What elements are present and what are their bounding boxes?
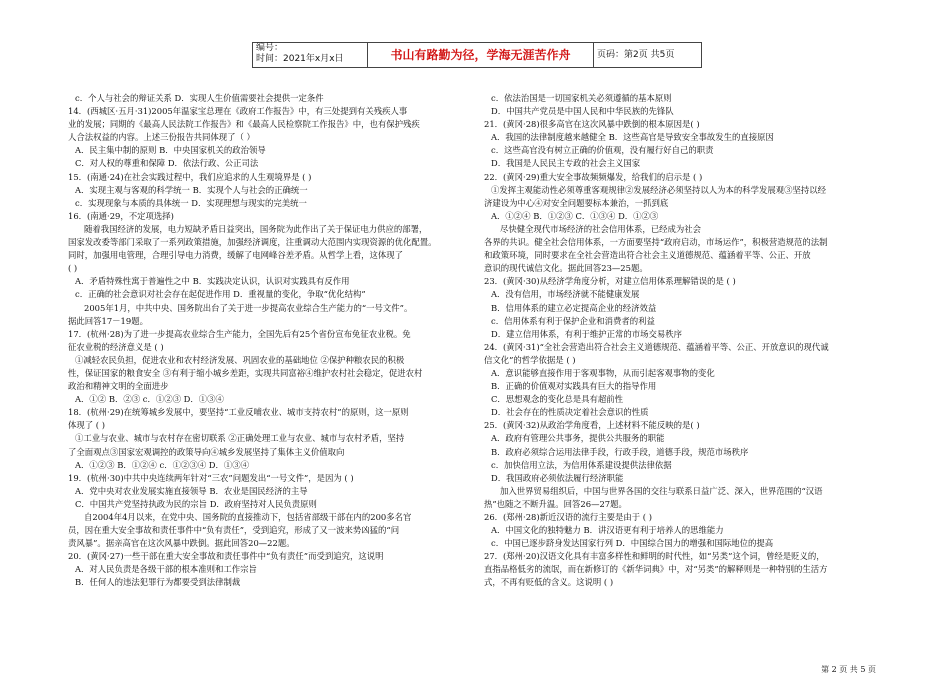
header-meta <box>253 43 368 67</box>
right-column <box>484 92 856 590</box>
text-line: 政治和精神文明的全面进步 <box>68 381 169 392</box>
text-line: 26．(郑州·28)新近汉语的流行主要是由于 ( ) <box>484 512 652 522</box>
text-line: D．我国政府必须依法履行经济职能 <box>491 472 624 483</box>
text-line: 人合法权益的内容。上述三份报告共同体现了（ ） <box>68 132 255 143</box>
text-line: 意识的现代诚信文化。据此回答23—25题。 <box>484 263 648 274</box>
text-line: 24．(黄冈·31)“全社会营造出符合社会主义道德规范、蕴涵着平等、公正、开放意识的现代诚 <box>484 341 829 352</box>
left-column <box>68 92 440 590</box>
text-line: A．①② B．②③ c．①②③ D．①③④ <box>75 394 224 405</box>
text-line: c．加快信用立法，为信用体系建设提供法律依据 <box>491 459 672 470</box>
text-line: 同时，加强用电管理，合理引导电力消费，缓解了电网峰谷差矛盾。从哲学上看，这体现了 <box>68 250 403 261</box>
text-line: 尽快健全现代市场经济的社会信用体系，已经成为社会 <box>500 223 701 234</box>
header-code: 编号： <box>256 43 284 53</box>
text-line: 各界的共识。健全社会信用体系，一方面要坚持“政府启动，市场运作”，积极营造规范的法制 <box>484 237 828 248</box>
text-line: 25．(黄冈·32)从政治学角度看，上述材料不能反映的是( ) <box>484 420 700 431</box>
text-line: 自2004年4月以来，在党中央、国务院的直接推动下，包括省部级干部在内的200多名官 <box>84 512 412 522</box>
text-line: c．个人与社会的辩证关系 D．实现人生价值需要社会提供一定条件 <box>75 93 324 103</box>
text-line: 体现了 ( ) <box>68 420 105 431</box>
text-line: 直指品格低劣的流氓，而在新修订的《新华词典》中，对“另类”的解释则是一种特别的生活方 <box>484 564 828 575</box>
text-line: A．政府有管理公共事务，提供公共服务的职能 <box>491 433 665 444</box>
text-line: A．我国的法律制度越来越健全 B．这些高官是导致安全事故发生的直接原因 <box>491 132 774 143</box>
text-line: 了全面观点③国家宏观调控的政策导向④城乡发展坚持了集体主义价值取向 <box>68 446 345 457</box>
text-line: A．民主集中制的原则 B．中央国家机关的政治领导 <box>75 145 266 156</box>
text-line: ( ) <box>68 263 78 274</box>
text-line: c．正确的社会意识对社会存在起促进作用 D．重视量的变化，争取“优化结构” <box>75 289 366 300</box>
text-line: 热”也随之不断升温。回答26—27题。 <box>484 498 627 509</box>
text-line: 16．(南通·29，不定项选择) <box>68 210 174 221</box>
text-line: 加入世界贸易组织后，中国与世界各国的交往与联系日益广泛、深入，世界范围的“汉语 <box>500 485 823 496</box>
text-line: A．实现主观与客观的科学统一 B．实现个人与社会的正确统一 <box>75 184 308 195</box>
text-line: B．信用体系的建立必定提高企业的经济效益 <box>491 302 657 313</box>
text-line: A．①②④ B．①②③ C．①③④ D．①②③ <box>491 210 659 221</box>
text-line: c．实现现象与本质的具体统一 D．实现理想与现实的完美统一 <box>75 197 307 208</box>
text-line: 20．(黄冈·27)一些干部在重大安全事故和责任事件中“负有责任”而受到追究，这说明 <box>68 551 384 562</box>
text-line: A．党中央对农业发展实施直接领导 B．农业是国民经济的主导 <box>75 485 308 496</box>
text-line: 17．(杭州·28)为了进一步提高农业综合生产能力，全国先后有25个省份宣布免征农业税。免 <box>68 328 411 339</box>
text-line: 19．(杭州·30)中共中央连续两年针对“三农”问题发出“一号文件”，是因为 ( ) <box>68 472 354 483</box>
text-line: 国家发改委等部门采取了一系列政策措施，加强经济调度，注重调动大范围内实现资源的优化配置。 <box>68 237 437 248</box>
text-line: B．政府必须综合运用法律手段，行政手段，道德手段，规范市场秩序 <box>491 446 749 457</box>
text-line: 21．(黄冈·28)很多高官在这次风暴中跌倒的根本原因是( ) <box>484 119 700 130</box>
page-header <box>252 42 702 68</box>
text-line: 据此回答17－19题。 <box>68 315 148 326</box>
text-line: 随着我国经济的发展，电力短缺矛盾日益突出，国务院为此作出了关于保证电力供应的部署， <box>84 223 428 234</box>
text-line: 15．(南通·24)在社会实践过程中，我们应追求的人生观境界是 ( ) <box>68 171 312 182</box>
text-line: C．中国共产党坚持执政为民的宗旨 D．政府坚持对人民负责原则 <box>75 498 317 509</box>
header-time: 时间：2021年x月x日 <box>256 54 344 64</box>
text-line: C．思想观念的变化总是具有超前性 <box>491 394 624 405</box>
text-line: A．没有信用，市场经济就不能健康发展 <box>491 289 640 300</box>
text-line: 征农业税的经济意义是 ( ) <box>68 341 164 352</box>
text-line: 式，不再有贬低的含义。这说明 ( ) <box>484 577 614 588</box>
text-line: 性，保证国家的粮食安全 ③有利于缩小城乡差距，实现共同富裕④维护农村社会稳定，促进农村 <box>68 367 423 378</box>
text-line: C．对人权的尊重和保障 D．依法行政、公正司法 <box>75 158 259 169</box>
text-line: A．①②③ B．①②④ c．①②③④ D．①③④ <box>75 459 249 470</box>
text-line: 2005年1月，中共中央、国务院出台了关于进一步提高农业综合生产能力的“一号文件”。 <box>84 302 413 313</box>
text-line: A．意识能够直接作用于客观事物，从而引起客观事物的变化 <box>491 367 715 378</box>
text-line: B．正确的价值观对实践具有巨大的指导作用 <box>491 381 657 392</box>
text-line: 和政策环境，同时要求在全社会营造出符合社会主义道德规范、蕴涵着平等、公正、开放 <box>484 250 811 261</box>
text-line: 责风暴”。据亲高官在这次风暴中跌倒。据此回答20—22题。 <box>68 538 295 549</box>
text-line: c．这些高官没有树立正确的价值观，没有履行好自己的职责 <box>491 145 714 156</box>
text-line: A．中国文化的独特魅力 B．讲汉语更有利于培养人的思维能力 <box>491 525 724 536</box>
text-line: 23．(黄冈·30)从经济学角度分析，对建立信用体系理解错误的是 ( ) <box>484 276 736 287</box>
text-line: A．矛盾特殊性寓于普遍性之中 B．实践决定认识，认识对实践具有反作用 <box>75 276 350 287</box>
text-line: 信文化”的哲学依据是 ( ) <box>484 354 576 365</box>
text-line: D．建立信用体系，有利于维护正常的市场交易秩序 <box>491 328 682 339</box>
header-page-number: 页码：第2页 共5页 <box>597 50 675 60</box>
text-line: 济建设为中心④对安全问题要标本兼治，一抓到底 <box>484 197 669 208</box>
text-line: A．对人民负责是各级干部的根本准则和工作宗旨 <box>75 564 257 575</box>
text-line: D．中国共产党员是中国人民和中华民族的先锋队 <box>491 106 674 117</box>
text-line: 27．(郑州·20)汉语文化具有丰富多样性和鲜明的时代性，如“另类”这个词，曾经是贬义的， <box>484 551 825 562</box>
text-line: ①发挥主观能动性必须尊重客观规律②发展经济必须坚持以人为本的科学发展观③坚持以经 <box>491 184 826 195</box>
text-line: c．中国已逐步跻身发达国家行列 D．中国综合国力的增强和国际地位的提高 <box>491 538 774 549</box>
text-line: B．任何人的违法犯罪行为都要受到法律制裁 <box>75 577 241 588</box>
text-line: c．依法治国是一切国家机关必须遵循的基本原则 <box>491 93 672 103</box>
text-line: ①减轻农民负担，促进农业和农村经济发展、巩固农业的基础地位 ②保护种粮农民的积极 <box>75 354 405 365</box>
text-line: 22．(黄冈·29)重大安全事故频频爆发，给我们的启示是 ( ) <box>484 171 703 182</box>
text-line: ①工业与农业、城市与农村存在密切联系 ②正确处理工业与农业、城市与农村矛盾，坚持 <box>75 433 405 444</box>
header-motto: 书山有路勤为径，学海无涯苦作舟 <box>368 43 594 67</box>
page-footer: 第 2 页 共 5 页 <box>821 665 876 674</box>
text-line: c．信用体系有利于保护企业和消费者的利益 <box>491 315 655 326</box>
text-line: D．我国是人民民主专政的社会主义国家 <box>491 158 641 169</box>
text-line: 18．(杭州·29)在统筹城乡发展中，要坚持“工业反哺农业、城市支持农村”的原则，这一原则 <box>68 407 409 418</box>
text-line: 14．(西城区·五月·31)2005年温家宝总理在《政府工作报告》中，有三处提到有关残疾人事 <box>68 106 408 117</box>
text-line: 业的发展；同期的《最高人民法院工作报告》和《最高人民检察院工作报告》中，也有保护残疾 <box>68 119 420 130</box>
text-line: D．社会存在的性质决定着社会意识的性质 <box>491 407 649 418</box>
text-line: 员，因在重大安全事故和责任事件中“负有责任”，受到追究，形成了又一波来势凶猛的“问 <box>68 525 400 536</box>
